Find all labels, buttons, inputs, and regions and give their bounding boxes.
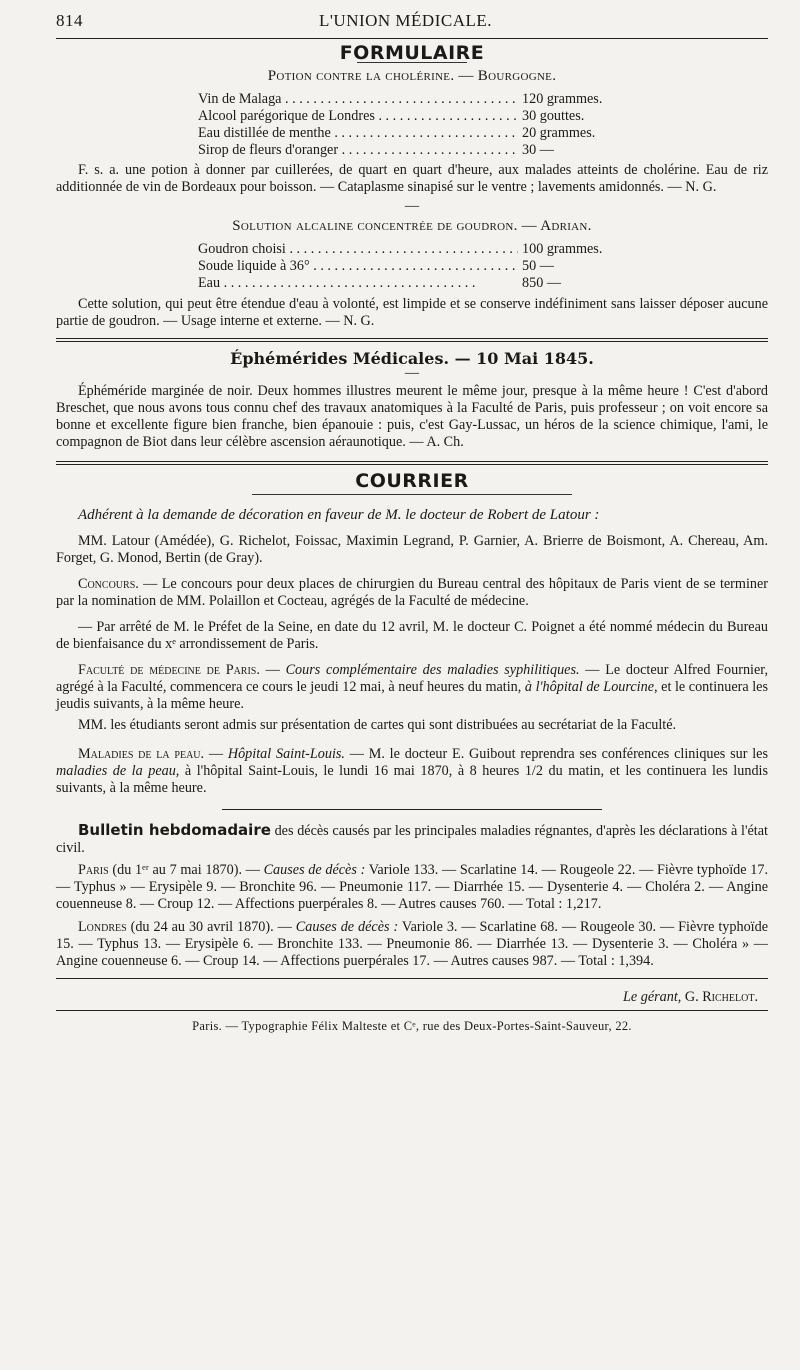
bulletin-section [56,822,768,970]
footer-rule [56,978,768,979]
arrete-paragraph: — Par arrêté de M. le Préfet de la Seine, en date du 12 avril, M. le docteur C. Poignet a été nommé médecin du Bureau de bienfaisance du xᵉ arrondissement de Paris. [56,619,768,652]
section-double-rule [56,338,768,342]
ingredient-name: Eau distillée de menthe . . . [198,125,518,142]
concours-label: Concours. [78,576,139,592]
page [56,12,768,1035]
faculte-paragraph [56,662,768,713]
maladies-text1: — M. le docteur E. Guibout reprendra ses conférences cliniques sur les [344,746,768,762]
faculte-course: Cours complémentaire des maladies syphilitiques. [285,662,580,678]
adherent-heading: Adhérent à la demande de décoration en faveur de M. le docteur de Robert de Latour : [78,507,600,523]
courrier-title-rule [252,494,572,495]
londres-causes-label: Causes de décès : [295,919,399,935]
bulletin-intro [56,822,768,857]
paris-paragraph [56,862,768,913]
imprint-line: Paris. — Typographie Félix Malteste et Cᵉ, rue des Deux-Portes-Saint-Sauveur, 22. [192,1019,632,1033]
imprint-rule [56,1010,768,1011]
ingredient-name: Goudron choisi . . . [198,241,518,258]
gerant-line [56,989,768,1006]
recipe-line [198,241,618,258]
section-double-rule [56,461,768,465]
paris-label: Paris [78,862,109,878]
ingredient-qty: 850 — [522,275,562,291]
recipe-line [198,142,618,159]
maladies-topic: maladies de la peau, [56,763,180,779]
paris-causes-label: Causes de décès : [263,862,366,878]
maladies-text2: à l'hôpital Saint-Louis, le lundi 16 mai 1870, à 8 heures 1/2 du matin, et les continuera les lundis suivants, à la même heure. [56,763,768,796]
faculte-text2: et le continuera les jeudis suivants, à la même heure. [56,679,768,712]
ephemerides-section [56,350,768,451]
ingredient-qty: 30 — [522,142,554,158]
ingredient-name: Eau . . . [198,275,518,292]
ingredient-name: Alcool parégorique de Londres . . . [198,108,518,125]
etudiants-paragraph: MM. les étudiants seront admis sur présentation de cartes qui sont distribuées au secrétariat de la Faculté. [78,717,677,733]
faculte-dash: — [259,662,286,678]
maladies-label: Maladies de la peau. [78,746,205,762]
londres-dates: (du 24 au 30 avril 1870). — [126,919,296,935]
paris-dates: (du 1ᵉʳ au 7 mai 1870). — [108,862,264,878]
ingredient-qty: 20 grammes. [522,125,596,141]
faculte-label: Faculté de médecine de Paris. [78,662,260,678]
bulletin-label: Bulletin hebdomadaire [78,821,271,839]
paris-text: Variole 133. — Scarlatine 14. — Rougeole 22. — Fièvre typhoïde 17. — Typhus » — Erysipèle 9. — Bronchite 96. — Pneumonie 117. — Diarrhée 15. — Dysenterie 4. — Choléra 2. — Angine couenneuse 8. — Croup 12. — Affections puerpérales 8. — Autres causes 760. — Total : 1,217. [56,862,768,912]
courrier-title: COURRIER [355,470,469,492]
ingredient-name: Sirop de fleurs d'oranger . . . [198,142,518,159]
maladies-dash: — [204,746,228,762]
courrier-section [56,470,769,797]
recipe-line [198,275,618,292]
maladies-hospital: Hôpital Saint-Louis. [227,746,345,762]
ingredient-qty: 100 grammes. [522,241,603,257]
concours-paragraph [56,576,768,610]
ingredient-qty: 30 gouttes. [522,108,585,124]
formulaire-title: FORMULAIRE [339,42,485,64]
gerant-name: G. Richelot. [681,989,758,1005]
recipe-line [198,91,618,108]
londres-paragraph [56,919,768,970]
solution-text: Cette solution, qui peut être étendue d'eau à volonté, est limpide et se conserve indéfiniment sans laisser déposer aucune partie de goudron. — Usage interne et externe. — N. G. [56,296,768,329]
bulletin-intro-text: des décès causés par les principales maladies régnantes, d'après les déclarations à l'état civil. [56,823,768,856]
running-header [56,12,768,38]
faculte-text1: — Le docteur Alfred Fournier, agrégé à la Faculté, commencera ce cours le jeudi 12 mai, à neuf heures du matin, [56,662,769,695]
solution-recipe [198,241,618,292]
ephemerides-title: Éphémérides Médicales. — 10 Mai 1845. [230,349,594,368]
separator-dash: — [404,198,420,214]
ephemerides-text: Éphéméride marginée de noir. Deux hommes illustres meurent le même jour, presque à la même heure ! C'est d'abord Breschet, que nous avons tous connu chef des travaux anatomiques à la Faculté de Paris, puis professeur ; on voit encore sa bonne et excellente figure bien franche, bien épanouie : puis, c'est Gay-Lussac, un héros de la science chimique, l'ami, le compagnon de Biot dans leur célèbre ascension aéraunotique. — A. Ch. [56,383,768,450]
potion-title: Potion contre la cholérine. — Bourgogne. [267,68,557,84]
maladies-paragraph [56,746,768,797]
ingredient-name: Vin de Malaga . . . [198,91,518,108]
solution-title: Solution alcaline concentrée de goudron. — Adrian. [232,218,592,234]
ingredient-name: Soude liquide à 36° . . . [198,258,518,275]
recipe-line [198,108,618,125]
formulaire-section [56,42,768,330]
separator-dash: — [404,365,420,381]
ingredient-qty: 50 — [522,258,554,274]
header-rule [56,38,768,39]
recipe-line [198,125,618,142]
concours-text: — Le concours pour deux places de chirurgien du Bureau central des hôpitaux de Paris vient de se terminer par la nomination de MM. Polaillon et Cocteau, agrégés de la Faculté de médecine. [56,576,768,609]
faculte-place: à l'hôpital de Lourcine, [524,679,658,695]
ingredient-qty: 120 grammes. [522,91,603,107]
bulletin-rule [222,809,602,810]
gerant-label: Le gérant, [623,989,682,1005]
potion-recipe [198,91,618,159]
londres-label: Londres [78,919,127,935]
adherent-names: MM. Latour (Amédée), G. Richelot, Foissac, Maximin Legrand, P. Garnier, A. Brierre de Boismont, A. Chereau, Am. Forget, G. Monod, Bertin (de Gray). [56,533,768,566]
journal-title: L'UNION MÉDICALE. [318,11,493,30]
londres-text: Variole 3. — Scarlatine 68. — Rougeole 30. — Fièvre typhoïde 15. — Typhus 13. — Erysipèle 6. — Bronchite 133. — Pneumonie 86. — Diarrhée 13. — Dysenterie 3. — Choléra » — Angine couenneuse 6. — Croup 14. — Affections puerpérales 17. — Autres causes 987. — Total : 1,394. [56,919,768,969]
recipe-line [198,258,618,275]
potion-text: F. s. a. une potion à donner par cuillerées, de quart en quart d'heure, aux malades atteints de cholérine. Eau de riz additionnée de vin de Bordeaux pour boisson. — Cataplasme sinapisé sur le ventre ; lavements amidonnés. — N. G. [56,162,768,195]
page-number: 814 [56,11,83,30]
